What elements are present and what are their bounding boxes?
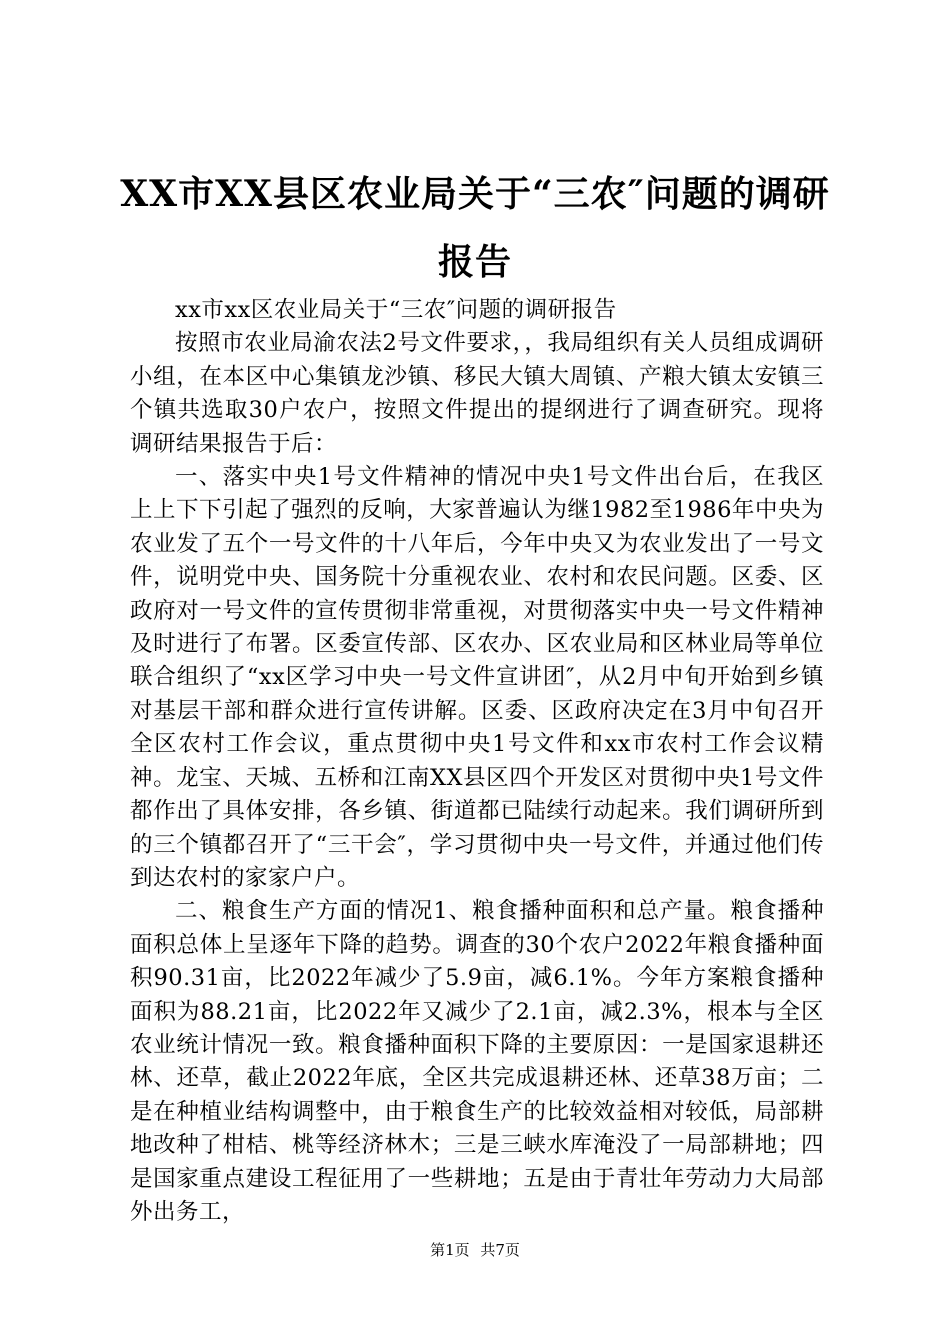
paragraph-section-one: 一、落实中央1号文件精神的情况中央1号文件出台后，在我区上上下下引起了强烈的反响，大家普遍认为继1982至1986年中央为农业发了五个一号文件的十八年后，今年中央又为农业发出了一号文件，说明党中央、国务院十分重视农业、农村和农民问题。区委、区政府对一号文件的宣传贯彻非常重视，对贯彻落实中央一号文件精神及时进行了布署。区委宣传部、区农办、区农业局和区林业局等单位联合组织了“xx区学习中央一号文件宣讲团″，从2月中旬开始到乡镇对基层干部和群众进行宣传讲解。区委、区政府决定在3月中旬召开全区农村工作会议，重点贯彻中央1号文件和xx市农村工作会议精神。龙宝、天城、五桥和江南XX县区四个开发区对贯彻中央1号文件都作出了具体安排，各乡镇、街道都已陆续行动起来。我们调研所到的三个镇都召开了“三干会″，学习贯彻中央一号文件，并通过他们传到达农村的家家户户。	[130, 464, 824, 891]
document-body	[130, 294, 824, 1229]
paragraph-intro: 按照市农业局渝农法2号文件要求，，我局组织有关人员组成调研小组，在本区中心集镇龙沙镇、移民大镇大周镇、产粮大镇太安镇三个镇共选取30户农户，按照文件提出的提纲进行了调查研究。现将调研结果报告于后：	[130, 330, 824, 457]
page-footer	[0, 1240, 950, 1260]
paragraph-subtitle: xx市xx区农业局关于“三农″问题的调研报告	[175, 297, 617, 323]
paragraph-section-two: 二、粮食生产方面的情况1、粮食播种面积和总产量。粮食播种面积总体上呈逐年下降的趋势。调查的30个农户2022年粮食播种面积90.31亩，比2022年减少了5.9亩，减6.1%。今年方案粮食播种面积为88.21亩，比2022年又减少了2.1亩，减2.3%，根本与全区农业统计情况一致。粮食播种面积下降的主要原因：一是国家退耕还林、还草，截止2022年底，全区共完成退耕还林、还草38万亩；二是在种植业结构调整中，由于粮食生产的比较效益相对较低，局部耕地改种了柑桔、桃等经济林木；三是三峡水库淹没了一局部耕地；四是国家重点建设工程征用了一些耕地；五是由于青壮年劳动力大局部外出务工，	[130, 898, 824, 1225]
page-number: 第1页	[430, 1241, 470, 1259]
document-title: XX市XX县区农业局关于“三农″问题的调研报告	[120, 173, 830, 283]
page-total: 共7页	[480, 1241, 520, 1259]
